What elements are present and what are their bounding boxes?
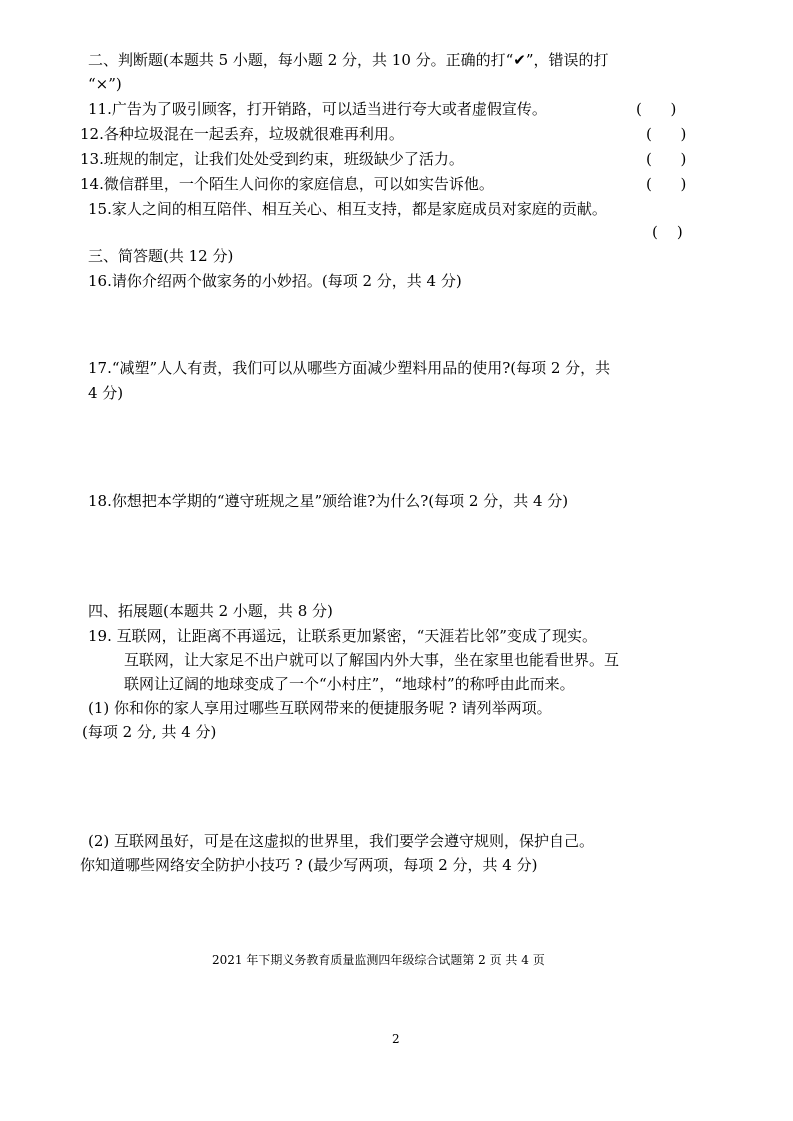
section2-heading-line2: “×”) bbox=[88, 75, 122, 93]
question-14-text: 14.微信群里，一个陌生人问你的家庭信息，可以如实告诉他。 bbox=[80, 175, 494, 193]
question-19-sub2-line2: 你知道哪些网络安全防护小技巧 ? (最少写两项，每项 2 分，共 4 分) bbox=[80, 856, 538, 874]
section2-heading-line1: 二、判断题(本题共 5 小题，每小题 2 分，共 10 分。正确的打“✔”，错误的打 bbox=[88, 51, 609, 69]
section4-heading: 四、拓展题(本题共 2 小题，共 8 分) bbox=[88, 602, 333, 620]
question-17-text-line2: 4 分) bbox=[88, 384, 124, 402]
question-13-answer-paren: ( ) bbox=[646, 150, 687, 168]
page-footer: 2021 年下期义务教育质量监测四年级综合试题第 2 页 共 4 页 bbox=[212, 953, 545, 967]
question-16-text: 16.请你介绍两个做家务的小妙招。(每项 2 分，共 4 分) bbox=[88, 272, 462, 290]
question-19-sub1-line2: (每项 2 分, 共 4 分) bbox=[82, 723, 217, 741]
question-11-answer-paren: ( ) bbox=[636, 100, 677, 118]
question-13-text: 13.班规的制定，让我们处处受到约束，班级缺少了活力。 bbox=[80, 150, 464, 168]
section3-heading: 三、简答题(共 12 分) bbox=[88, 247, 234, 265]
question-19-sub1-line1: (1) 你和你的家人享用过哪些互联网带来的便捷服务呢 ? 请列举两项。 bbox=[88, 699, 552, 717]
question-18-text: 18.你想把本学期的“遵守班规之星”颁给谁?为什么?(每项 2 分，共 4 分) bbox=[88, 492, 569, 510]
question-14-answer-paren: ( ) bbox=[646, 175, 687, 193]
question-19-text-line3: 联网让辽阔的地球变成了一个“小村庄”，“地球村”的称呼由此而来。 bbox=[124, 675, 575, 693]
question-15-answer-paren: ( ) bbox=[652, 223, 683, 241]
question-19-text-line2: 互联网，让大家足不出户就可以了解国内外大事，坐在家里也能看世界。互 bbox=[124, 651, 620, 669]
question-19-sub2-line1: (2) 互联网虽好，可是在这虚拟的世界里，我们要学会遵守规则，保护自己。 bbox=[88, 832, 595, 850]
question-19-text-line1: 19. 互联网，让距离不再遥远，让联系更加紧密，“天涯若比邻”变成了现实。 bbox=[88, 627, 597, 645]
question-17-text-line1: 17.“减塑”人人有责，我们可以从哪些方面减少塑料用品的使用?(每项 2 分，共 bbox=[88, 359, 611, 377]
question-12-answer-paren: ( ) bbox=[646, 125, 687, 143]
page-number: 2 bbox=[392, 1032, 400, 1046]
question-11-text: 11.广告为了吸引顾客，打开销路，可以适当进行夸大或者虚假宣传。 bbox=[88, 100, 547, 118]
question-15-text: 15.家人之间的相互陪伴、相互关心、相互支持，都是家庭成员对家庭的贡献。 bbox=[88, 200, 607, 218]
question-12-text: 12.各种垃圾混在一起丢弃，垃圾就很难再利用。 bbox=[80, 125, 404, 143]
